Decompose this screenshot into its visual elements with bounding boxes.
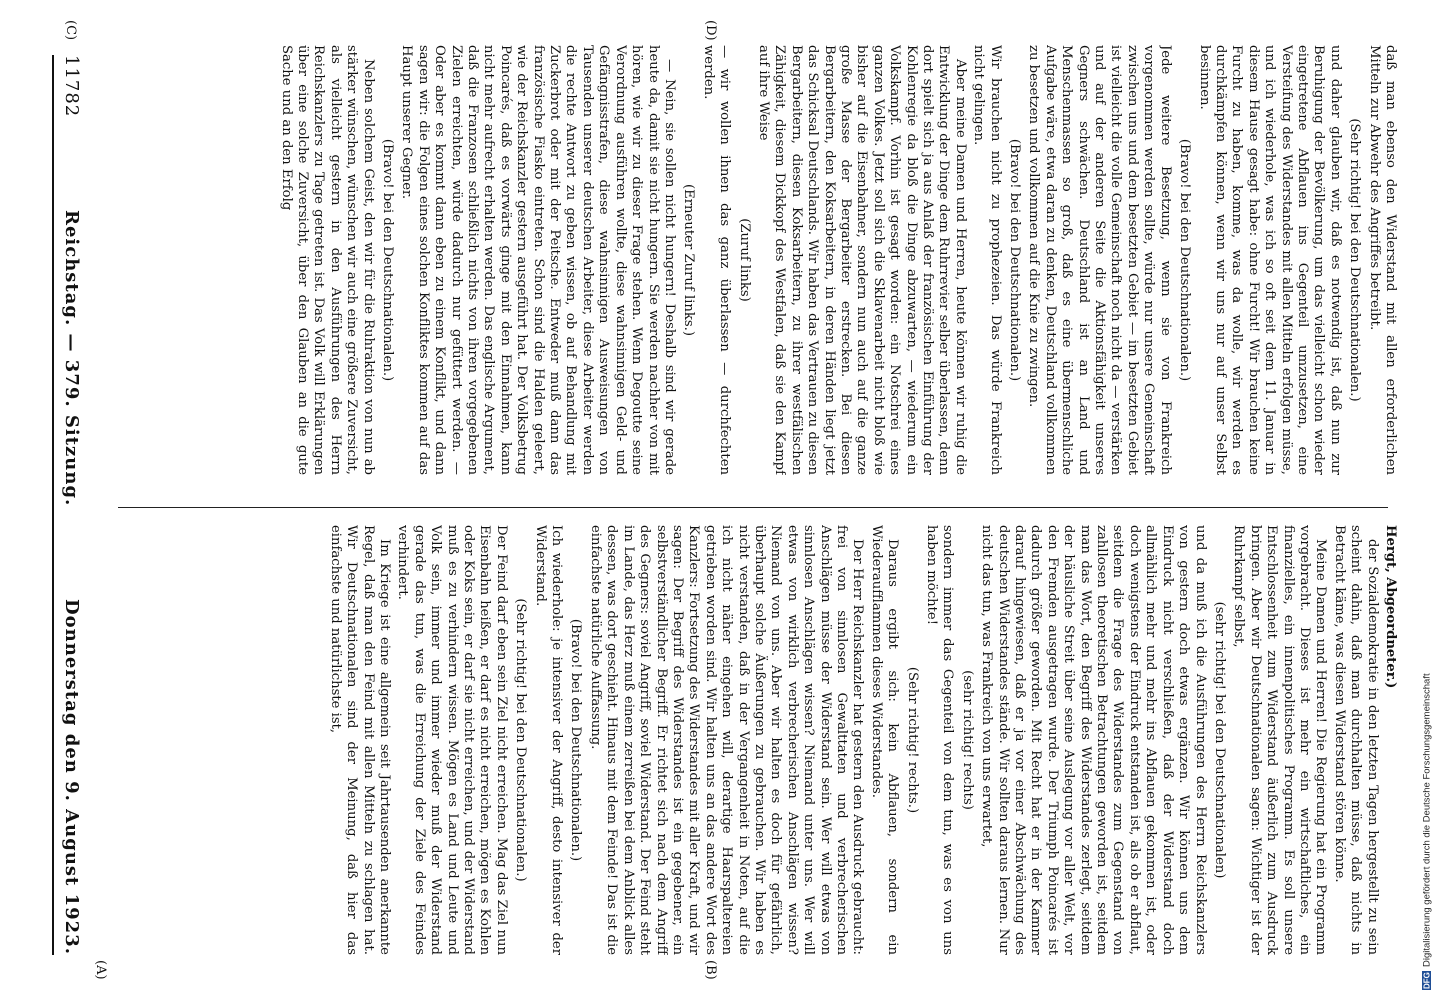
paragraph: — Nein, sie sollen nicht hungern! Deshalb sind wir gerade heute da, damit sie nicht hungern. Sie werden nachher von mit hören, wie wir zu dieser Frage stehen. Wenn Degoutte seine Verordnung ausführen wollte, diese wahnsinnigen Geld- und Gefängnisstrafen, diese wahnsinnigen Ausweisungen von Tausenden unserer deutschen Arbeiter, diese Arbeiter werden die rechte Antwort zu geben wissen, ob auf Behandlung mit Zuckerbrot oder mit der Peitsche. Entweder muß dann das französische Fiasko eintreten. Schon sind die Halden geleert, wie der Reichskanzler gestern ausgeführt hat. Der Volksbetrug Poincarés, daß es vorwärts ginge mit den Einnahmen, kann nicht mehr aufrecht erhalten werden. Das englische Argument, daß die Franzosen schließlich nichts von ihren vorgegebenen Zielen erreichten, würde dadurch nur gefüttert werden. — Oder aber es kommt dann eben zu einem Konflikt, und dann sagen wir: die Folgen eines solchen Konfliktes kommen auf das Haupt unserer Gegner. bbox=[399, 45, 677, 475]
paragraph: Meine Damen und Herren! Die Regierung hat ein Programm vorgebracht. Dieses ist mehr ein wirtschaftliches, ein finanzielles, ein innenpolitisches Programm. Es soll unsere Entschlossenheit zum Widerstand äußerlich zum Ausdruck bringen. Aber wir Deutschnationalen sagen: Wichtiger ist der Ruhrkampf selbst, bbox=[1231, 525, 1329, 955]
paragraph: Daraus ergibt sich: kein Abflauen, sondern ein Wiederaufflammen dieses Widerstandes. bbox=[868, 525, 901, 955]
speaker-line: Hergt, Abgeordneter.) bbox=[1383, 525, 1398, 689]
dfg-logo: DFG bbox=[1422, 972, 1432, 989]
interjection: (sehr richtig! rechts) bbox=[959, 670, 975, 810]
paragraph: und da muß ich die Ausführungen des Herrn Reichskanzlers von gestern doch etwas ergänzen. Wir können uns dem Eindruck nicht verschließen, daß der Widerstand doch allmählich mehr und mehr ins Abflauen gekommen ist, oder doch wenigstens der Eindruck entstanden ist, als ob er abflaut, seitdem die Frage des Widerstandes zum Gegenstand von zahllosen theoretischen Betrachtungen geworden ist, seitdem man das Wort, den Begriff des Widerstandes zerlegt, seitdem der häusliche Streit über seine Auslegung vor aller Welt, vor den Fremden ausgetragen wurde. Der Triumph Poincarés ist dadurch größer geworden. Mit Recht hat er in der Kammer darauf hingewiesen, daß er ja vor einer Abschwächung des deutschen Widerstandes stände. Wir sollten daraus lernen. Nur nicht das tun, was Frankreich von uns erwartet, bbox=[979, 525, 1208, 955]
interjection: (Sehr richtig! bei den Deutschnationalen.) bbox=[1347, 118, 1363, 402]
paragraph: Im Kriege ist eine allgemein seit Jahrtausenden anerkannte Regel, daß man den Feind mit allen Mitteln zu schlagen hat. Wir Deutschnationalen sind der Meinung, daß hier das einfachste und natürlichste ist, bbox=[327, 525, 393, 955]
right-column bbox=[108, 45, 1398, 475]
page-number: 11782 bbox=[61, 55, 83, 118]
interjection: (sehr richtig! bei den Deutschnationalen) bbox=[1211, 601, 1227, 879]
interjection: (Bravo! bei den Deutschnationalen.) bbox=[1177, 138, 1193, 382]
paragraph: Ich wiederhole: je intensiver der Angriff, desto intensiver der Widerstand. bbox=[532, 525, 565, 955]
interjection: (Bravo! bei den Deutschnationalen.) bbox=[380, 138, 396, 382]
paragraph: Jede weitere Besetzung, wenn sie von Frankreich vorgenommen werden sollte, würde nur unsere Gemeinschaft zwischen uns und dem besetzten Gebiet — im besetzten Gebiet ist vielleicht die volle Gemeinschaft noch nicht da — verstärken und auf der anderen Seite die Aktionsfähigkeit unseres Gegners schwächen. Deutschland ist an Land und Menschenmassen so groß, daß es eine übermenschliche Aufgabe wäre, etwa daran zu denken, Deutschland vollkommen zu besetzen und vollkommen auf die Knie zu zwingen. bbox=[1026, 45, 1173, 475]
interjection: (Bravo! bei den Deutschnationalen.) bbox=[1007, 138, 1023, 382]
margin-marker-b: (B) bbox=[703, 960, 718, 980]
interjection: (Sehr richtig! rechts.) bbox=[904, 666, 920, 814]
paragraph: Neben solchem Geist, den wir für die Ruhraktion von nun ab stärker wünschen, wünschen wir auch eine größere Zuversicht, als vielleicht gestern in den Ausführungen des Herrn Reichskanzlers zu Tage getreten ist. Das Volk will Erklärungen über eine solche Zuversicht, über den Glauben an die gute Sache und an den Erfolg bbox=[278, 45, 376, 475]
text-columns bbox=[98, 45, 1398, 965]
margin-marker-d: (D) bbox=[703, 20, 718, 41]
paragraph: und daher glauben wir, daß es notwendig ist, daß nun zur Beruhigung der Bevölkerung, um das vielleicht schon wieder eingetretene Abflauen ins Gegenteil umzusetzen, eine Versteifung des Widerstandes mit allen Mitteln erfolgen müsse, und ich wiederhole, was ich so oft seit dem 11. Januar in diesem Hause gesagt habe: ohne Furcht! Wir brauchen keine Furcht zu haben, komme, was da wolle, wir werden es durchkämpfen können, wenn wir uns nur auf unser Selbst besinnen. bbox=[1196, 45, 1343, 475]
column-divider bbox=[118, 507, 1388, 508]
paragraph: Wir brauchen nicht zu prophezeien. Das würde Frankreich nicht gelingen. bbox=[971, 45, 1003, 475]
margin-marker-c: (C) bbox=[63, 20, 78, 41]
left-column bbox=[108, 525, 1398, 955]
interjection: (Sehr richtig! bei den Deutschnationalen.) bbox=[513, 598, 529, 882]
paragraph: der Sozialdemokratie in den letzten Tagen hergestellt zu sein scheint dahin, daß man durchhalten müsse, daß nichts in Betracht käme, was diesen Widerstand stören könne. bbox=[1331, 525, 1380, 955]
paragraph: Aber meine Damen und Herren, heute können wir ruhig die Entwicklung der Dinge dem Ruhrrevier selber überlassen, denn dort spielt sich ja aus Anlaß der französischen Einführung der Kohlenregie da bloß die Dinge abzuwarten, — wiederum ein Volkskampf. Vorhin ist gesagt worden: ein Notschrei eines ganzen Volkes. Jetzt soll sich die Sklavenarbeit nicht bloß wie bisher auf die Eisenbahner, sondern nun auch auf die ganze große Masse der Bergarbeiter erstrecken. Bei diesen Bergarbeitern, den Koksarbeitern, in deren Händen liegt jetzt das Schicksal Deutschlands. Wir haben das Vertrauen zu diesen Bergarbeitern, diesen Koksarbeitern, zu ihrer westfälischen Zähigkeit, diesem Dickkopf des Westfalen, daß sie den Kampf auf ihre Weise bbox=[755, 45, 968, 475]
interjection: (Zuruf links) bbox=[736, 218, 752, 302]
digitization-text: Digitalisierung gefördert durch die Deutsche Forschungsgemeinschaft bbox=[1421, 673, 1433, 968]
paragraph: sondern immer das Gegenteil von dem tun, was es von uns haben möchte! bbox=[924, 525, 956, 955]
margin-marker-a: (A) bbox=[93, 960, 108, 980]
digitization-note bbox=[1420, 10, 1434, 990]
interjection: (Erneuter Zuruf links.) bbox=[681, 183, 697, 337]
paragraph: Der Herr Reichskanzler hat gestern den Ausdruck gebraucht: frei von sinnlosen Gewalttaten und verbrecherischen Anschlägen müsse der Widerstand sein. Wer will etwas von sinnlosen Anschlägen wissen? Niemand unter uns. Wer will etwas von wirklich verbrecherischen Anschlägen wissen? Niemand von uns. Aber wir halten es doch für gefährlich, überhaupt solche Äußerungen zu gebrauchen. Wir haben es nicht verstanden, daß in der Vergangenheit in Noten, auf die ich nicht näher eingehen will, derartige Haarspaltereien getrieben worden sind. Wir halten uns an das andere Wort des Kanzlers: Fortsetzung des Widerstandes mit aller Kraft, und wir sagen: Der Begriff des Widerstandes ist ein gegebener, ein selbstverständlicher Begriff. Er richtet sich nach dem Angriff des Gegners: soviel Angriff, soviel Widerstand. Der Feind steht im Lande, das Herz muß einem zerreißen bei dem Anblick alles dessen, was dort geschieht. Hinaus mit dem Feinde! Das ist die einfachste natürliche Auffassung. bbox=[587, 525, 866, 955]
page-header bbox=[52, 55, 90, 955]
interjection: (Bravo! bei den Deutschnationalen.) bbox=[568, 618, 584, 862]
session-title: Reichstag. — 379. Sitzung. bbox=[61, 210, 83, 507]
paragraph: Der Feind darf eben sein Ziel nicht erreichen. Mag das Ziel nun Eisenbahn heißen, er darf es nicht erreichen, mögen es Kohlen oder Koks sein, er darf sie nicht erreichen, und der Widerstand muß es zu verhindern wissen. Mögen es Land und Leute und Volk sein, immer und immer wieder muß der Widerstand gerade das tun, was die Erreichung der Ziele des Feindes verhindert. bbox=[395, 525, 509, 955]
paragraph: — wir wollen ihnen das ganz überlassen — durchfechten werden. bbox=[700, 45, 733, 475]
paragraph: daß man ebenso den Widerstand mit allen erforderlichen Mitteln zur Abwehr des Angriffes betreibt. bbox=[1366, 45, 1398, 475]
session-date: Donnerstag den 9. August 1923. bbox=[61, 599, 83, 955]
